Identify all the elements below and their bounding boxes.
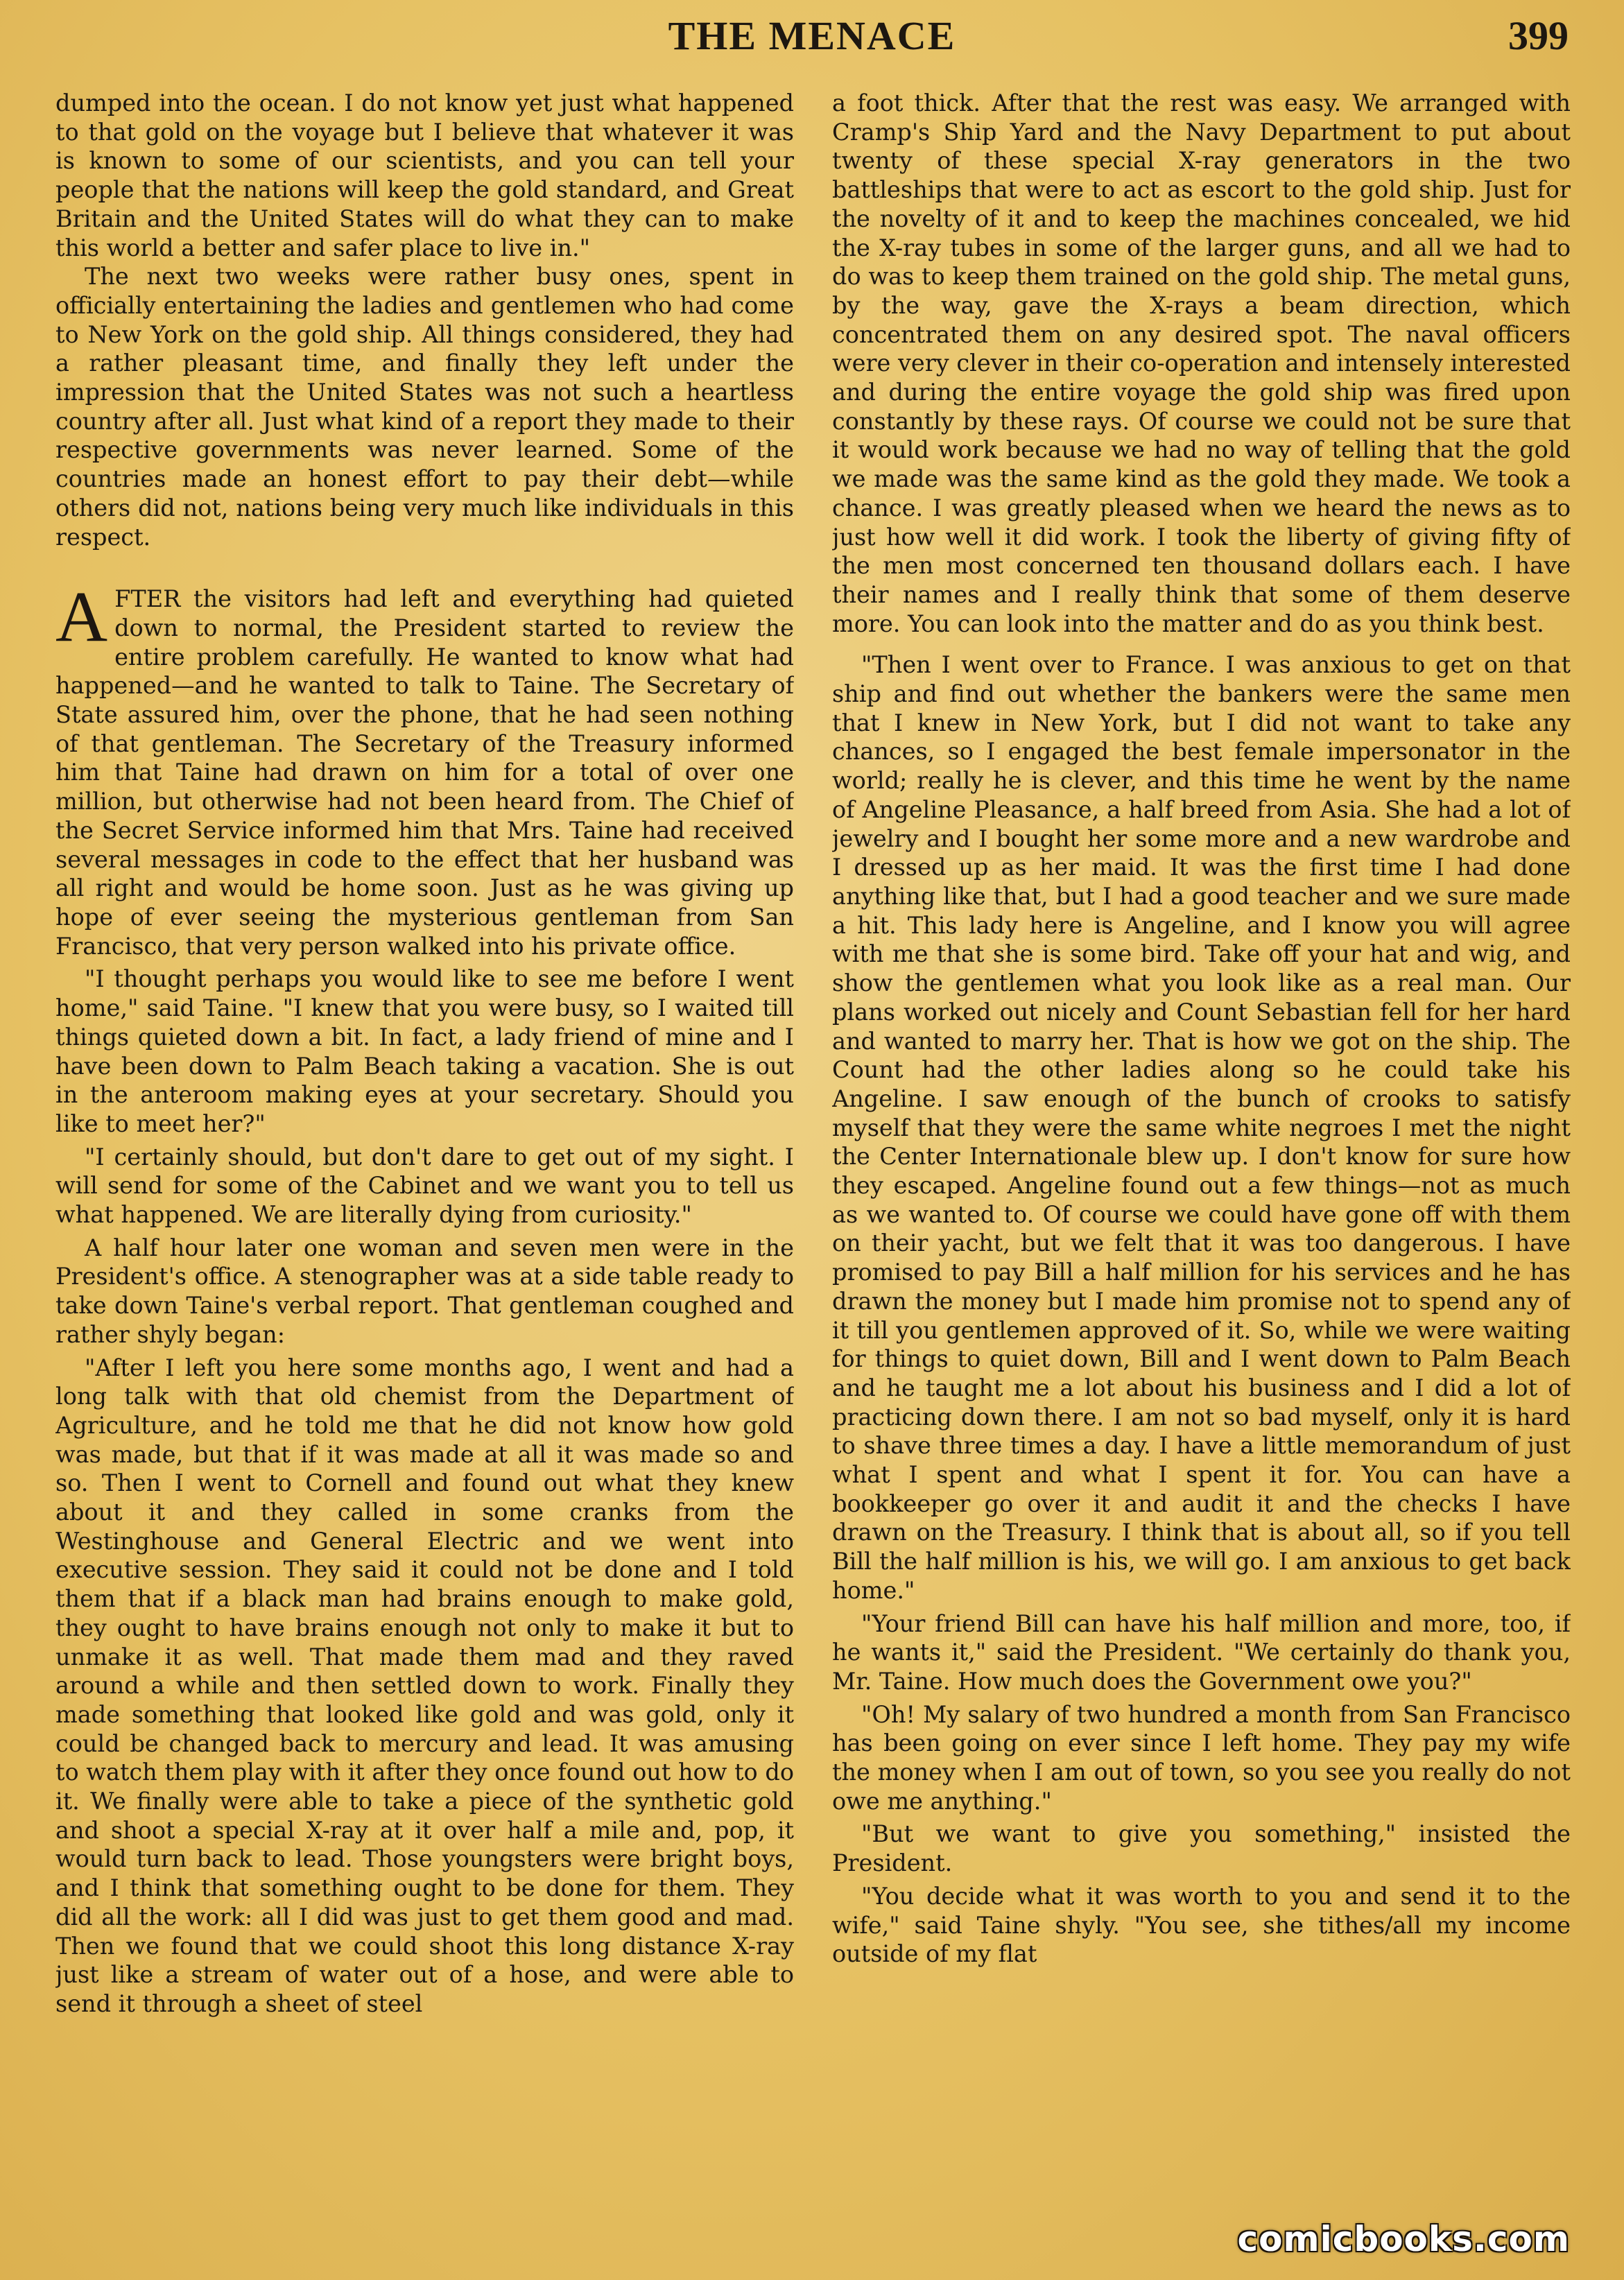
paragraph: dumped into the ocean. I do not know yet just what happened to that gold on the voyage but I believe that whatever it was is known to some of our scientists, and you can tell your people that the nations will keep the gold standard, and Great Britain and the United States will do what they can to make this world a better and safer place to live in." <box>55 89 794 261</box>
page-number: 399 <box>1508 13 1569 58</box>
right-column <box>832 89 1571 2245</box>
paragraph: a foot thick. After that the rest was easy. We arranged with Cramp's Ship Yard and the Navy Department to put about twenty of these special X-ray generators in the two battleships that were to act as escort to the gold ship. Just for the novelty of it and to keep the machines concealed, we hid the X-ray tubes in some of the larger guns, and all we had to do was to keep them trained on the gold ship. The metal guns, by the way, gave the X-rays a beam direction, which concentrated them on any desired spot. The naval officers were very clever in their co-operation and intensely interested and during the entire voyage the gold ship was fired upon constantly by these rays. Of course we could not be sure that it would work because we had no way of telling that the gold we made was the same kind as the gold they made. We took a chance. I was greatly pleased when we heard the news as to just how well it did work. I took the liberty of giving fifty of the men most concerned ten thousand dollars each. I have their names and I really think that some of them deserve more. You can look into the matter and do as you think best. <box>832 89 1571 637</box>
paragraph: "I thought perhaps you would like to see me before I went home," said Taine. "I knew that you were busy, so I waited till things quieted down a bit. In fact, a lady friend of mine and I have been down to Palm Beach taking a vacation. She is out in the anteroom making eyes at your secretary. Should you like to meet her?" <box>55 965 794 1137</box>
paragraph: A half hour later one woman and seven men were in the President's office. A stenographer was at a side table ready to take down Taine's verbal report. That gentleman coughed and rather shyly began: <box>55 1234 794 1348</box>
paragraph: "But we want to give you something," insisted the President. <box>832 1820 1571 1877</box>
paragraph: "I certainly should, but don't dare to get out of my sight. I will send for some of the Cabinet and we want you to tell us what happened. We are literally dying from curiosity." <box>55 1143 794 1229</box>
paragraph: "Then I went over to France. I was anxious to get on that ship and find out whether the bankers were the same men that I knew in New York, but I did not want to take any chances, so I engaged the best female impersonator in the world; really he is clever, and this time he went by the name of Angeline Pleasance, a half breed from Asia. She had a lot of jewelry and I bought her some more and a new wardrobe and I dressed up as her maid. It was the first time I had done anything like that, but I had a good teacher and we sure made a hit. This lady here is Angeline, and I know you will agree with me that she is some bird. Take off your hat and wig, and show the gentlemen what you look like as a real man. Our plans worked out nicely and Count Sebastian fell for her hard and wanted to marry her. That is how we got on the ship. The Count had the other ladies along so he could take his Angeline. I saw enough of the bunch of crooks to satisfy myself that they were the same white negroes I met the night the Center Internationale blew up. I don't know for sure how they escaped. Angeline found out a few things—not as much as we wanted to. Of course we could have gone off with them on their yacht, but we felt that it was too dangerous. I have promised to pay Bill a half million for his services and he has drawn the money but I made him promise not to spend any of it till you gentlemen approved of it. So, while we were waiting for things to quiet down, Bill and I went down to Palm Beach and he taught me a lot about his business and I did a lot of practicing down there. I am not so bad myself, only it is hard to shave three times a day. I have a little memorandum of just what I spent and what I spent it for. You can have a bookkeeper go over it and audit it and the checks I have drawn on the Treasury. I think that is about all, so if you tell Bill the half million is his, we will go. I am anxious to get back home." <box>832 651 1571 1604</box>
page-header <box>0 0 1624 83</box>
paragraph: "You decide what it was worth to you and send it to the wife," said Taine shyly. "You see, she tithes/all my income outside of my flat <box>832 1882 1571 1968</box>
running-title: THE MENACE <box>668 13 956 58</box>
drop-cap: A <box>55 577 108 657</box>
left-column <box>55 89 794 2245</box>
paragraph: "Your friend Bill can have his half million and more, too, if he wants it," said the President. "We certainly do thank you, Mr. Taine. How much does the Government owe you?" <box>832 1609 1571 1695</box>
paragraph-text: FTER the visitors had left and everything had quieted down to normal, the President started to review the entire problem carefully. He wanted to know what had happened—and he wanted to talk to Taine. The Secretary of State assured him, over the phone, that he had seen nothing of that gentleman. The Secretary of the Treasury informed him that Taine had drawn on him for a total of over one million, but otherwise had not been heard from. The Chief of the Secret Service informed him that Mrs. Taine had received several messages in code to the effect that her husband was all right and would be home soon. Just as he was giving up hope of ever seeing the mysterious gentleman from San Francisco, that very person walked into his private office. <box>55 585 794 960</box>
paragraph: "Oh! My salary of two hundred a month from San Francisco has been going on ever since I left home. They pay my wife the money when I am out of town, so you see you really do not owe me anything." <box>832 1700 1571 1815</box>
watermark-logo: comicbooks.com <box>1237 2219 1570 2259</box>
section-opening-paragraph <box>55 577 794 960</box>
paragraph: "After I left you here some months ago, I went and had a long talk with that old chemist from the Department of Agriculture, and he told me that he did not know how gold was made, but that if it was made at all it was made so and so. Then I went to Cornell and found out what they knew about it and they called in some cranks from the Westinghouse and General Electric and we went into executive session. They said it could not be done and I told them that if a black man had brains enough to make gold, they ought to have brains enough not only to make it but to unmake it as well. That made them mad and they raved around a while and then settled down to work. Finally they made something that looked like gold and was gold, only it could be changed back to mercury and lead. It was amusing to watch them play with it after they once found out how to do it. We finally were able to take a piece of the synthetic gold and shoot a special X-ray at it over half a mile and, pop, it would turn back to lead. Those youngsters were bright boys, and I think that something ought to be done for them. They did all the work: all I did was just to get them good and mad. Then we found that we could shoot this long distance X-ray just like a stream of water out of a hose, and were able to send it through a sheet of steel <box>55 1354 794 2017</box>
paragraph: The next two weeks were rather busy ones, spent in officially entertaining the ladies and gentlemen who had come to New York on the gold ship. All things considered, they had a rather pleasant time, and finally they left under the impression that the United States was not such a heartless country after all. Just what kind of a report they made to their respective governments was never learned. Some of the countries made an honest effort to pay their debt—while others did not, nations being very much like individuals in this respect. <box>55 263 794 551</box>
